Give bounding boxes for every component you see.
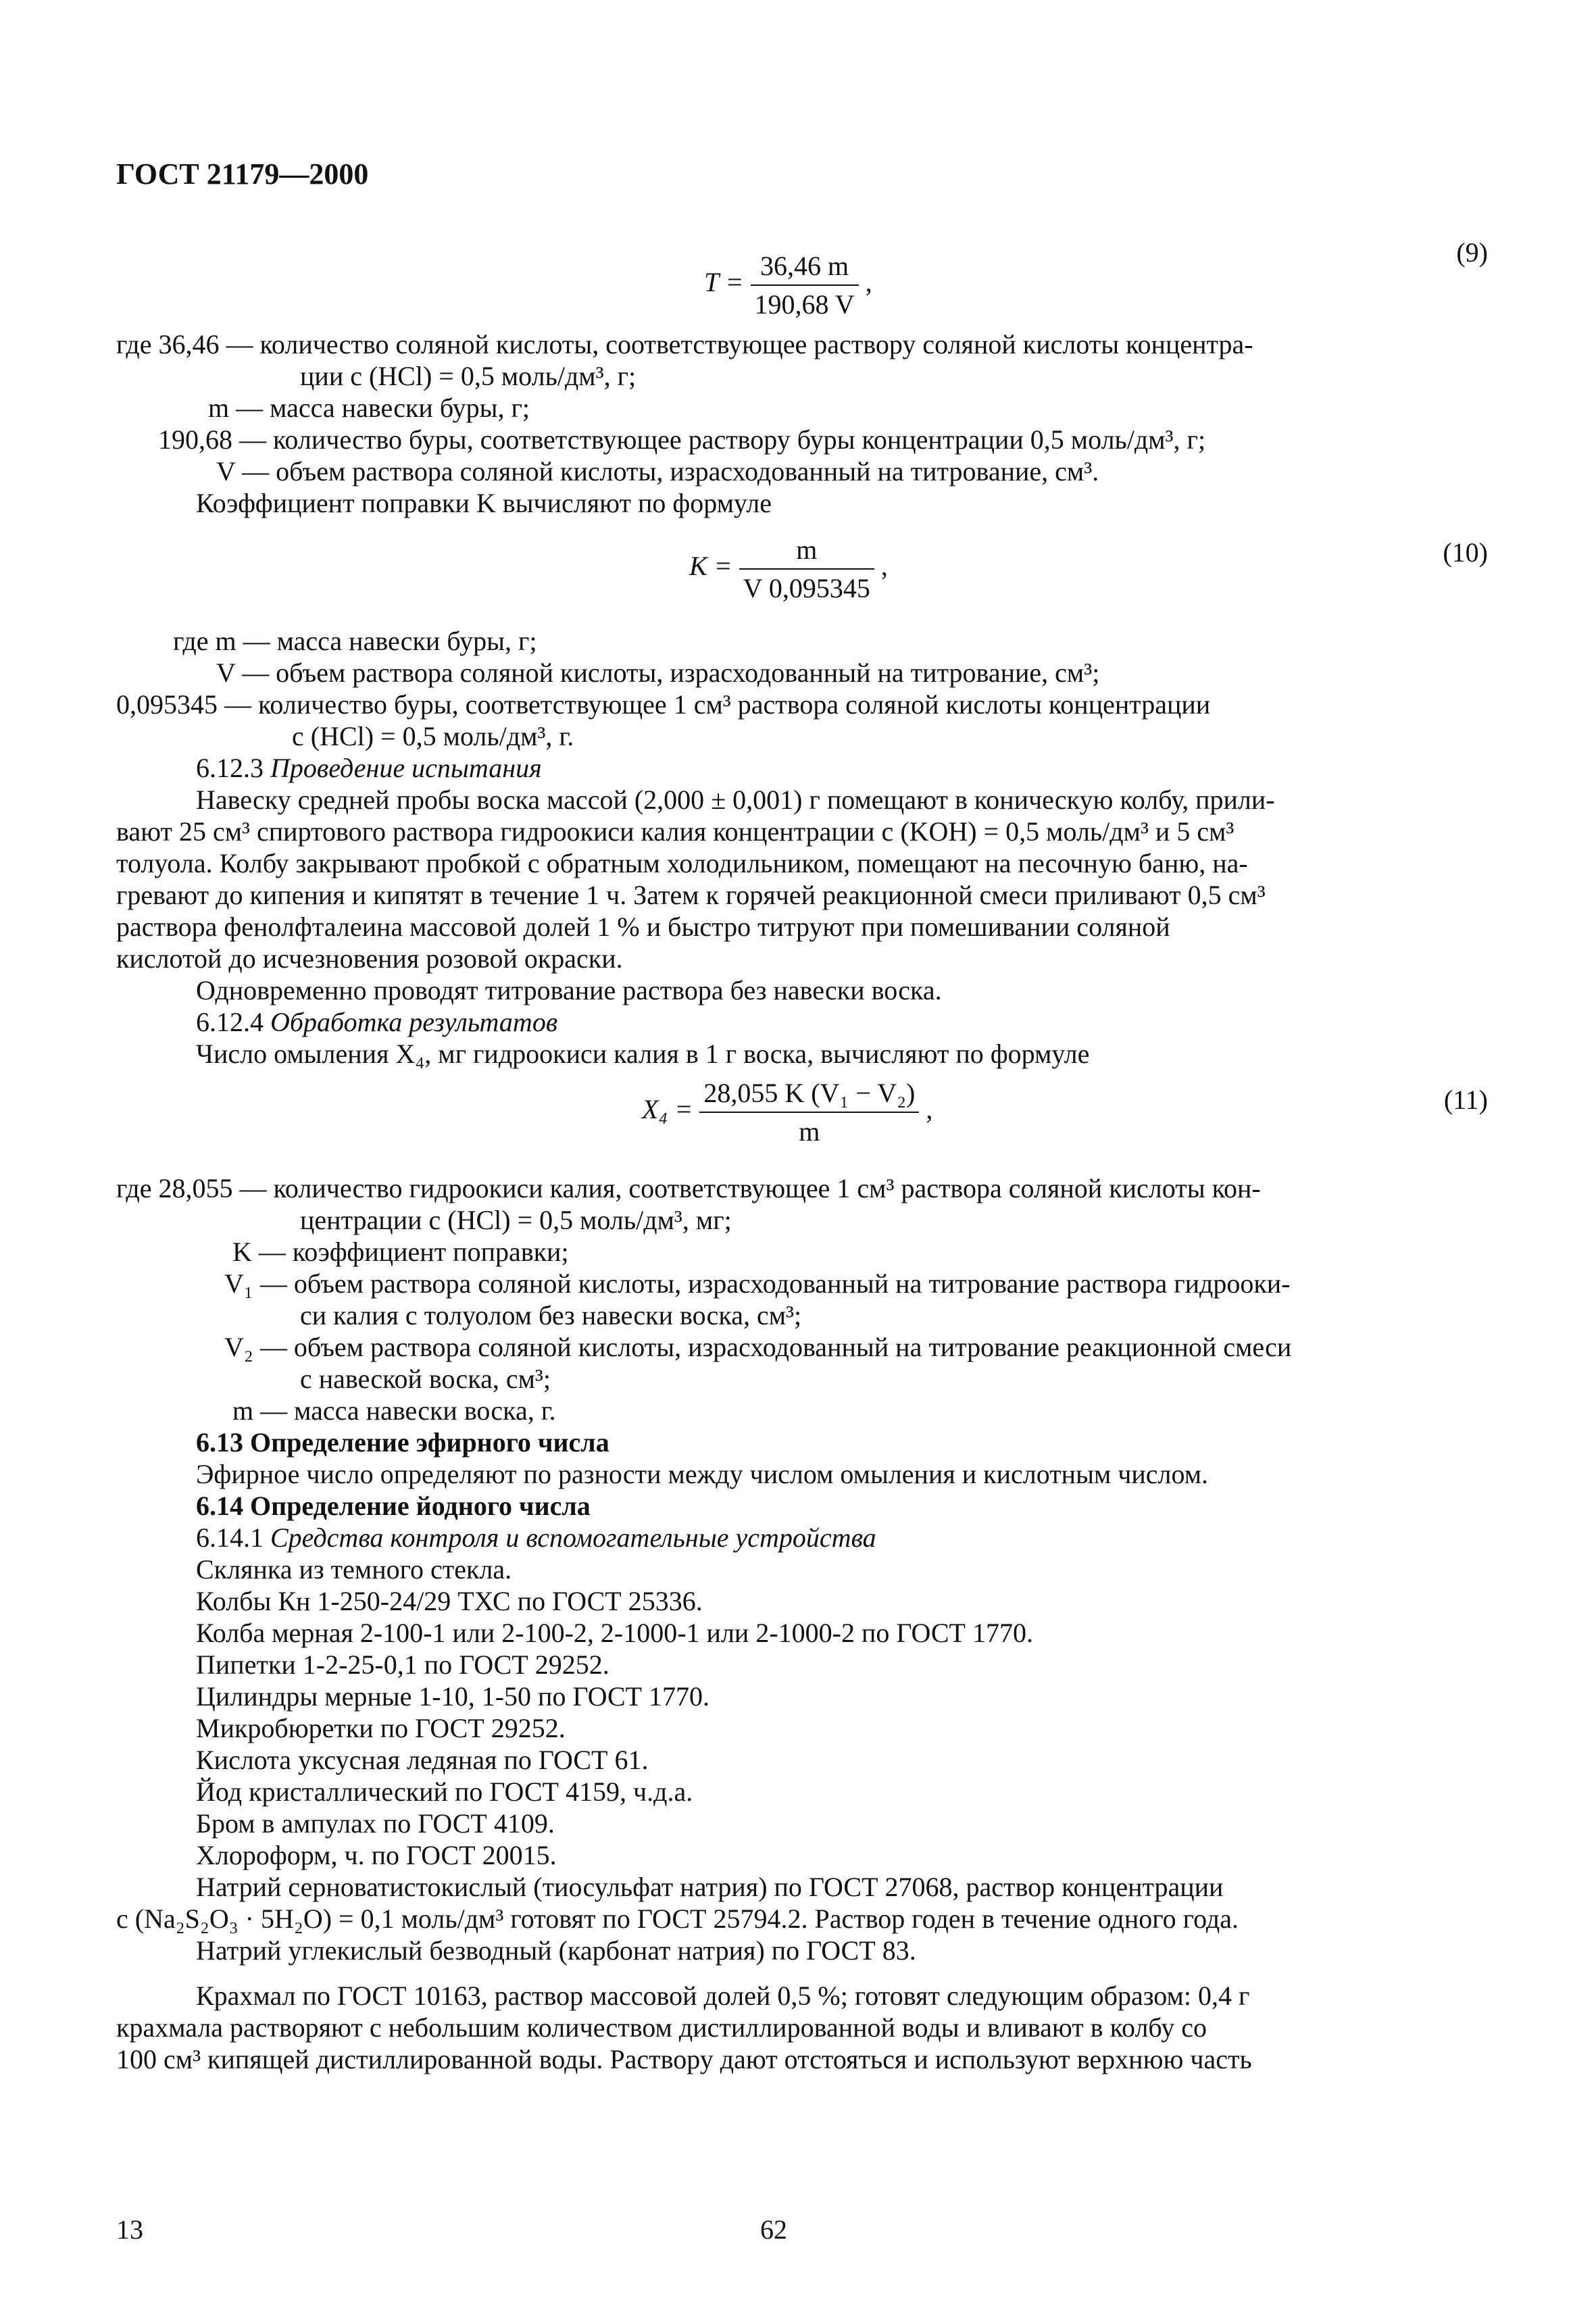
section-heading: 6.13 Определение эфирного числа <box>196 1427 609 1458</box>
subsection-heading: 6.12.3 Проведение испытания <box>196 753 542 783</box>
definition-line: с навеской воска, см³; <box>300 1364 551 1394</box>
paragraph: Натрий углекислый безводный (карбонат натрия) по ГОСТ 83. <box>196 1935 916 1966</box>
list-item: Йод кристаллический по ГОСТ 4159, ч.д.а. <box>196 1776 693 1807</box>
list-item: Бром в ампулах по ГОСТ 4109. <box>196 1808 555 1839</box>
paragraph-line: раствора фенолфталеина массовой долей 1 % и быстро титруют при помешивании соляной <box>116 912 1170 942</box>
definition-line: V — объем раствора соляной кислоты, израсходованный на титрование, см³; <box>216 657 1100 688</box>
fraction: $\frac{m}{V 0,095345}$ <box>739 534 874 604</box>
paragraph-line: Навеску средней пробы воска массой (2,000 ± 0,001) г помещают в коническую колбу, прили- <box>196 785 1275 815</box>
definition-line: V₁ — объем раствора соляной кислоты, израсходованный на титрование раствора гидрооки- <box>224 1268 1291 1299</box>
fraction: $\frac{\text{28,055 K (V₁ − V₂)}}{m}$ <box>699 1077 919 1147</box>
paragraph-line: толуола. Колбу закрывают пробкой с обратным холодильником, помещают на песочную баню, на- <box>116 848 1248 878</box>
paragraph-line: c (Na₂S₂O₃ · 5H₂O) = 0,1 моль/дм³ готовят по ГОСТ 25794.2. Раствор годен в течение одного года. <box>116 1903 1239 1934</box>
page-number-left: 13 <box>116 2214 143 2245</box>
paragraph: Одновременно проводят титрование раствора без навески воска. <box>196 975 942 1005</box>
section-heading: 6.14 Определение йодного числа <box>196 1491 591 1521</box>
subsection-heading: 6.12.4 Обработка результатов <box>196 1007 558 1037</box>
paragraph-line: крахмала растворяют с небольшим количеством дистиллированной воды и вливают в колбу со <box>116 2012 1207 2043</box>
list-item: Кислота уксусная ледяная по ГОСТ 61. <box>196 1745 649 1775</box>
paragraph-line: гревают до кипения и кипятят в течение 1 ч. Затем к горячей реакционной смеси приливают 0,5 см³ <box>116 880 1266 910</box>
equation-9: T = $\frac{36,46 m}{190,68 V}$ , (9) <box>704 237 1488 320</box>
list-item: Цилиндры мерные 1-10, 1-50 по ГОСТ 1770. <box>196 1681 710 1712</box>
definition-line: ции c (HCl) = 0,5 моль/дм³, г; <box>300 361 637 391</box>
equation-number: (10) <box>1443 537 1488 568</box>
equation-number: (11) <box>1443 1085 1488 1115</box>
definition-line: c (HCl) = 0,5 моль/дм³, г. <box>292 721 574 751</box>
fraction: $\frac{36,46 m}{190,68 V}$ <box>751 250 859 320</box>
equation-10: K = $\frac{m}{V 0,095345}$ , (10) <box>689 534 1488 603</box>
subsection-heading: 6.14.1 Средства контроля и вспомогательные устройства <box>196 1522 876 1553</box>
definition-line: центрации c (HCl) = 0,5 моль/дм³, мг; <box>300 1205 732 1235</box>
definition-line: K — коэффициент поправки; <box>232 1237 569 1267</box>
definition-line: где 28,055 — количество гидроокиси калия, соответствующее 1 см³ раствора соляной кислоты кон- <box>116 1173 1261 1203</box>
paragraph-line: Крахмал по ГОСТ 10163, раствор массовой долей 0,5 %; готовят следующим образом: 0,4 г <box>196 1981 1250 2011</box>
list-item: Микробюретки по ГОСТ 29252. <box>196 1713 566 1743</box>
paragraph-line: Натрий серноватистокислый (тиосульфат натрия) по ГОСТ 27068, раствор концентрации <box>196 1872 1224 1902</box>
paragraph: Эфирное число определяют по разности между числом омыления и кислотным числом. <box>196 1459 1209 1489</box>
paragraph-line: кислотой до исчезновения розовой окраски. <box>116 943 623 974</box>
list-item: Хлороформ, ч. по ГОСТ 20015. <box>196 1840 557 1870</box>
paragraph: Число омыления X₄, мг гидроокиси калия в 1 г воска, вычисляют по формуле <box>196 1039 1090 1069</box>
definition-line: m — масса навески воска, г. <box>232 1395 556 1426</box>
page-number-center: 62 <box>760 2214 787 2245</box>
list-item: Колбы Кн 1-250-24/29 ТХС по ГОСТ 25336. <box>196 1586 703 1616</box>
definition-line: V₂ — объем раствора соляной кислоты, израсходованный на титрование реакционной смеси <box>224 1332 1292 1362</box>
definition-line: си калия с толуолом без навески воска, см³; <box>300 1300 802 1330</box>
definition-line: где m — масса навески буры, г; <box>173 626 537 656</box>
equation-11: X₄ = $\frac{\text{28,055 K (V₁ − V₂)}}{m}$ , (11) <box>642 1078 1488 1147</box>
list-item: Колба мерная 2-100-1 или 2-100-2, 2-1000-1 или 2-1000-2 по ГОСТ 1770. <box>196 1618 1033 1648</box>
definition-line: V — объем раствора соляной кислоты, израсходованный на титрование, см³. <box>216 456 1099 487</box>
definition-line: где 36,46 — количество соляной кислоты, соответствующее раствору соляной кислоты концентра- <box>116 329 1253 359</box>
list-item: Пипетки 1-2-25-0,1 по ГОСТ 29252. <box>196 1649 609 1680</box>
equation-number: (9) <box>1456 237 1488 268</box>
list-item: Склянка из темного стекла. <box>196 1554 512 1585</box>
paragraph-line: вают 25 см³ спиртового раствора гидроокиси калия концентрации c (KOH) = 0,5 моль/дм³ и 5 см³ <box>116 816 1235 847</box>
definition-line: 190,68 — количество буры, соответствующее раствору буры концентрации 0,5 моль/дм³, г; <box>158 424 1206 455</box>
paragraph: Коэффициент поправки K вычисляют по формуле <box>196 488 772 518</box>
document-header: ГОСТ 21179—2000 <box>116 157 369 191</box>
paragraph-line: 100 см³ кипящей дистиллированной воды. Раствору дают отстояться и используют верхнюю часть <box>116 2044 1252 2074</box>
definition-line: m — масса навески буры, г; <box>208 393 530 423</box>
definition-line: 0,095345 — количество буры, соответствующее 1 см³ раствора соляной кислоты концентрации <box>116 689 1211 720</box>
